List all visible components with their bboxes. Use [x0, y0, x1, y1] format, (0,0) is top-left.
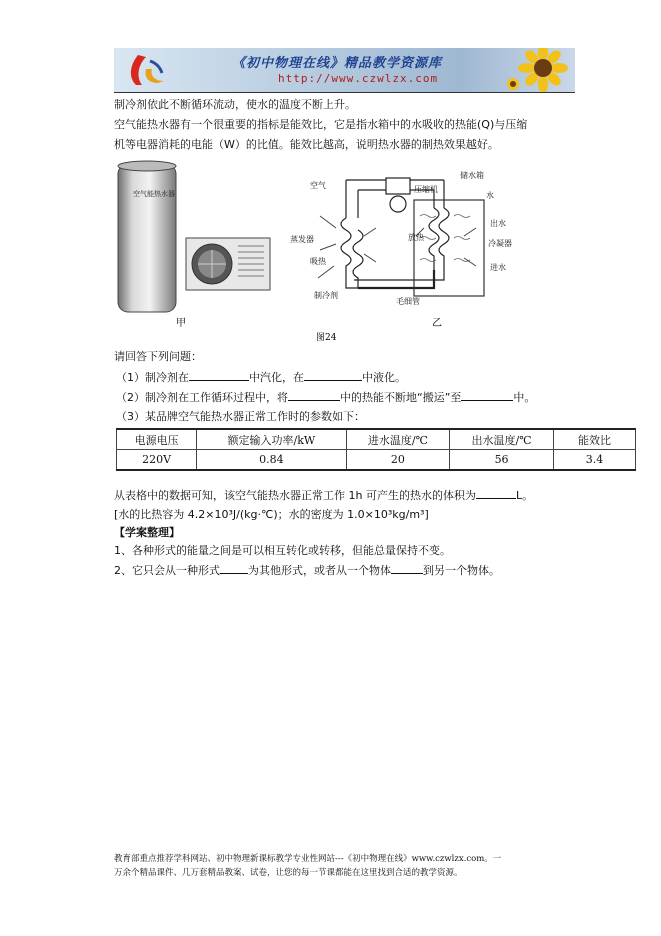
q1-part-b: 中汽化，在 [249, 371, 304, 384]
question-1 [116, 369, 406, 386]
label-water-in: 进水 [490, 263, 506, 272]
summary-item-2-part-a: 2、它只会从一种形式 [114, 564, 220, 577]
question-3: （3）某品牌空气能热水器正常工作时的参数如下： [116, 410, 365, 423]
heat-pump-figure [114, 158, 554, 350]
table-header-cell: 能效比 [553, 429, 635, 450]
volume-blank[interactable] [476, 487, 516, 499]
banner-url: http://www.czwlzx.com [278, 72, 439, 85]
label-tank: 储水箱 [460, 171, 484, 180]
figure-number: 图24 [316, 333, 337, 343]
q1-blank-1[interactable] [189, 369, 249, 381]
label-capillary: 毛细管 [396, 297, 420, 306]
header-banner [114, 48, 575, 92]
sunflower-icon [503, 48, 573, 92]
volume-question-text: 从表格中的数据可知，该空气能热水器正常工作 1h 可产生的热水的体积为 [114, 489, 476, 502]
label-water: 水 [486, 191, 494, 200]
summary-heading: 【学案整理】 [114, 526, 180, 539]
label-release-heat: 放热 [408, 233, 424, 242]
water-waves [420, 215, 470, 262]
table-cell: 20 [346, 450, 450, 471]
label-compressor: 压缩机 [414, 185, 438, 194]
q2-part-b: 中的热能不断地“搬运”至 [340, 391, 462, 404]
label-condenser: 冷凝器 [488, 239, 512, 248]
q2-part-a: （2）制冷剂在工作循环过程中，将 [116, 391, 288, 404]
q1-part-c: 中液化。 [362, 371, 406, 384]
site-logo-icon [120, 51, 180, 89]
label-evaporator: 蒸发器 [290, 235, 314, 244]
tank-label: 空气能热水器 [133, 190, 175, 198]
table-cell: 0.84 [197, 450, 346, 471]
q2-blank-2[interactable] [461, 389, 513, 401]
parameter-table [116, 428, 636, 471]
header-rule [114, 92, 575, 93]
question-2 [116, 389, 535, 406]
summary-item-2 [114, 562, 500, 579]
summary-blank-1[interactable] [220, 562, 248, 574]
caption-yi: 乙 [432, 318, 442, 329]
body-line-1: 制冷剂依此不断循环流动，使水的温度不断上升。 [114, 98, 356, 111]
footer-line-2: 万余个精品课件、几万套精品教案、试卷，让您的每一节课都能在这里找到合适的教学资源。 [114, 868, 463, 878]
label-absorb-heat: 吸热 [310, 257, 326, 266]
table-cell: 220V [117, 450, 197, 471]
table-header-row [117, 429, 636, 450]
table-header-cell: 出水温度/℃ [450, 429, 554, 450]
summary-item-2-part-b: 为其他形式，或者从一个物体 [248, 564, 391, 577]
volume-question [114, 487, 533, 504]
q2-part-c: 中。 [513, 391, 536, 404]
page-footer [114, 852, 554, 880]
table-cell: 56 [450, 450, 554, 471]
summary-item-1: 1、各种形式的能量之间是可以相互转化或转移，但能总量保持不变。 [114, 544, 451, 557]
label-refrigerant: 制冷剂 [314, 291, 338, 300]
q2-blank-1[interactable] [288, 389, 340, 401]
body-line-3: 机等电器消耗的电能（W）的比值。能效比越高，说明热水器的制热效果越好。 [114, 138, 499, 151]
table-cell: 3.4 [553, 450, 635, 471]
table-header-cell: 额定输入功率/kW [197, 429, 346, 450]
caption-jia: 甲 [176, 318, 186, 329]
footer-line-1: 教育部重点推荐学科网站、初中物理新课标教学专业性网站---《初中物理在线》www.czwlzx.com。一 [114, 854, 502, 864]
banner-title: 《初中物理在线》精品教学资源库 [232, 56, 443, 71]
q1-part-a: （1）制冷剂在 [116, 371, 189, 384]
water-heater-tank [118, 161, 176, 312]
constants-note: [水的比热容为 4.2×10³J/(kg·℃)；水的密度为 1.0×10³kg/m³] [114, 508, 429, 521]
table-header-cell: 电源电压 [117, 429, 197, 450]
summary-item-2-part-c: 到另一个物体。 [423, 564, 500, 577]
question-prompt: 请回答下列问题： [114, 350, 202, 363]
label-air: 空气 [310, 181, 326, 190]
volume-question-unit: L。 [515, 489, 534, 502]
body-line-2: 空气能热水器有一个很重要的指标是能效比，它是指水箱中的水吸收的热能(Q)与压缩 [114, 118, 528, 131]
table-header-cell: 进水温度/℃ [346, 429, 450, 450]
table-row [117, 450, 636, 471]
outdoor-unit [186, 238, 270, 290]
q1-blank-2[interactable] [304, 369, 362, 381]
summary-blank-2[interactable] [391, 562, 423, 574]
label-water-out: 出水 [490, 219, 506, 228]
